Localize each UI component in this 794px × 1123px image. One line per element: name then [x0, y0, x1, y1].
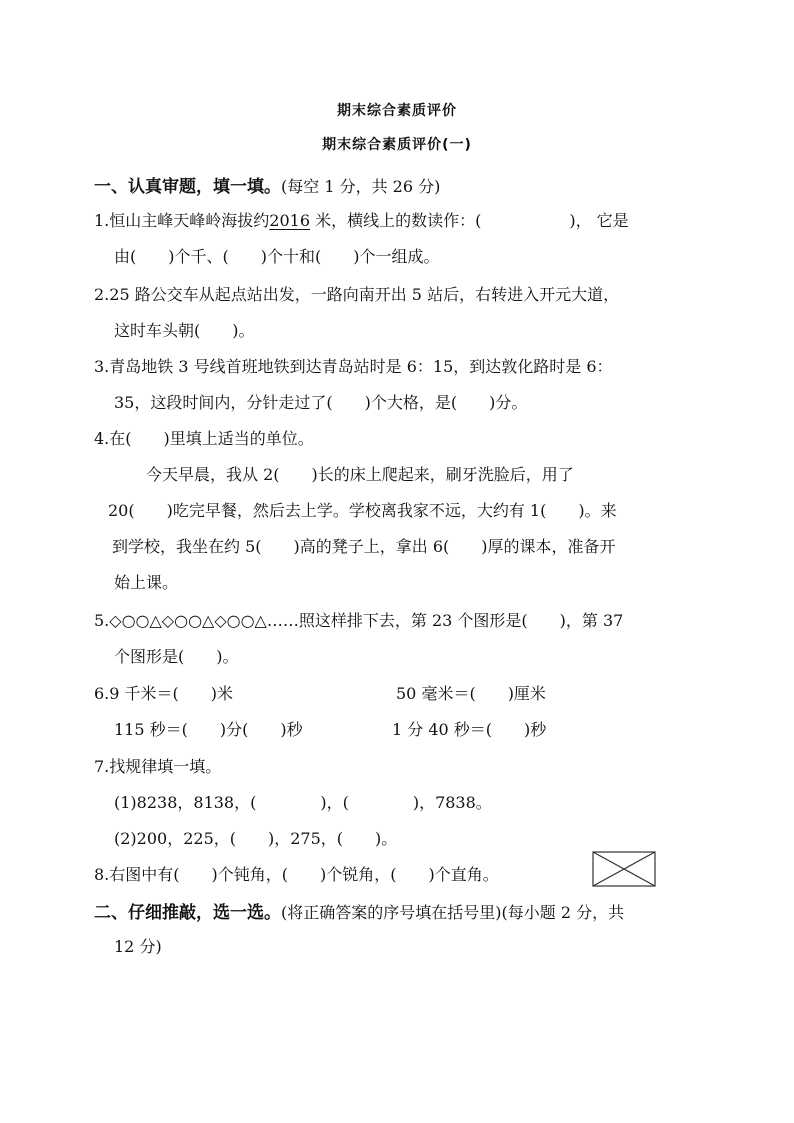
exam-subtitle: 期末综合素质评价(一) [322, 137, 472, 153]
q5-line-1: 5.◇○○△◇○○△◇○○△……照这样排下去，第 23 个图形是( )，第 37 [94, 611, 624, 630]
q2-line-2: 这时车头朝( )。 [114, 321, 255, 340]
q5-line-2: 个图形是( )。 [114, 647, 239, 666]
section-2-title: 二、仔细推敲，选一选。 [94, 903, 281, 923]
section-1-heading [94, 172, 440, 197]
q1-number: 2016 [269, 211, 310, 230]
angle-figure [592, 851, 656, 887]
section-2-note-cont: 12 分) [114, 937, 162, 956]
q3-line-2: 35，这段时间内，分针走过了( )个大格，是( )分。 [114, 393, 528, 412]
q6-item-b: 50 毫米＝( )厘米 [396, 684, 546, 703]
q3-line-1: 3.青岛地铁 3 号线首班地铁到达青岛站时是 6：15，到达敦化路时是 6： [94, 357, 613, 376]
q4-line-2: 今天早晨，我从 2( )长的床上爬起来，刷牙洗脸后，用了 [146, 465, 574, 484]
q1-text-c: )， 它是 [569, 211, 629, 230]
q1-text-a: 1.恒山主峰天峰岭海拔约 [94, 211, 270, 230]
q7-line-2: (1)8238，8138，( )，( )，7838。 [114, 793, 492, 812]
q8-line-1: 8.右图中有( )个钝角，( )个锐角，( )个直角。 [94, 865, 499, 884]
section-2-note: (将正确答案的序号填在括号里)(每小题 2 分，共 [281, 903, 625, 922]
q6-item-d: 1 分 40 秒＝( )秒 [392, 720, 547, 739]
q4-line-4: 到学校，我坐在约 5( )高的凳子上，拿出 6( )厚的课本，准备开 [112, 537, 616, 556]
section-1-title: 一、认真审题，填一填。 [94, 177, 281, 197]
q1-text-b: 米，横线上的数读作：( [310, 211, 482, 230]
section-2-heading [94, 898, 624, 923]
q7-line-1: 7.找规律填一填。 [94, 757, 222, 776]
q4-line-1: 4.在( )里填上适当的单位。 [94, 429, 314, 448]
q7-line-3: (2)200，225，( )，275，( )。 [114, 829, 398, 848]
q4-line-3: 20( )吃完早餐，然后去上学。学校离我家不远，大约有 1( )。来 [108, 501, 617, 520]
exam-title: 期末综合素质评价 [337, 103, 457, 119]
q2-line-1: 2.25 路公交车从起点站出发，一路向南开出 5 站后，右转进入开元大道， [94, 285, 620, 304]
q6-item-a: 6.9 千米＝( )米 [94, 684, 234, 703]
q1-line-2: 由( )个千、( )个十和( )个一组成。 [114, 247, 440, 266]
q6-item-c: 115 秒＝( )分( )秒 [114, 720, 303, 739]
section-1-note: (每空 1 分，共 26 分) [281, 177, 441, 196]
q1-line-1 [94, 208, 629, 231]
q4-line-5: 始上课。 [114, 573, 179, 592]
